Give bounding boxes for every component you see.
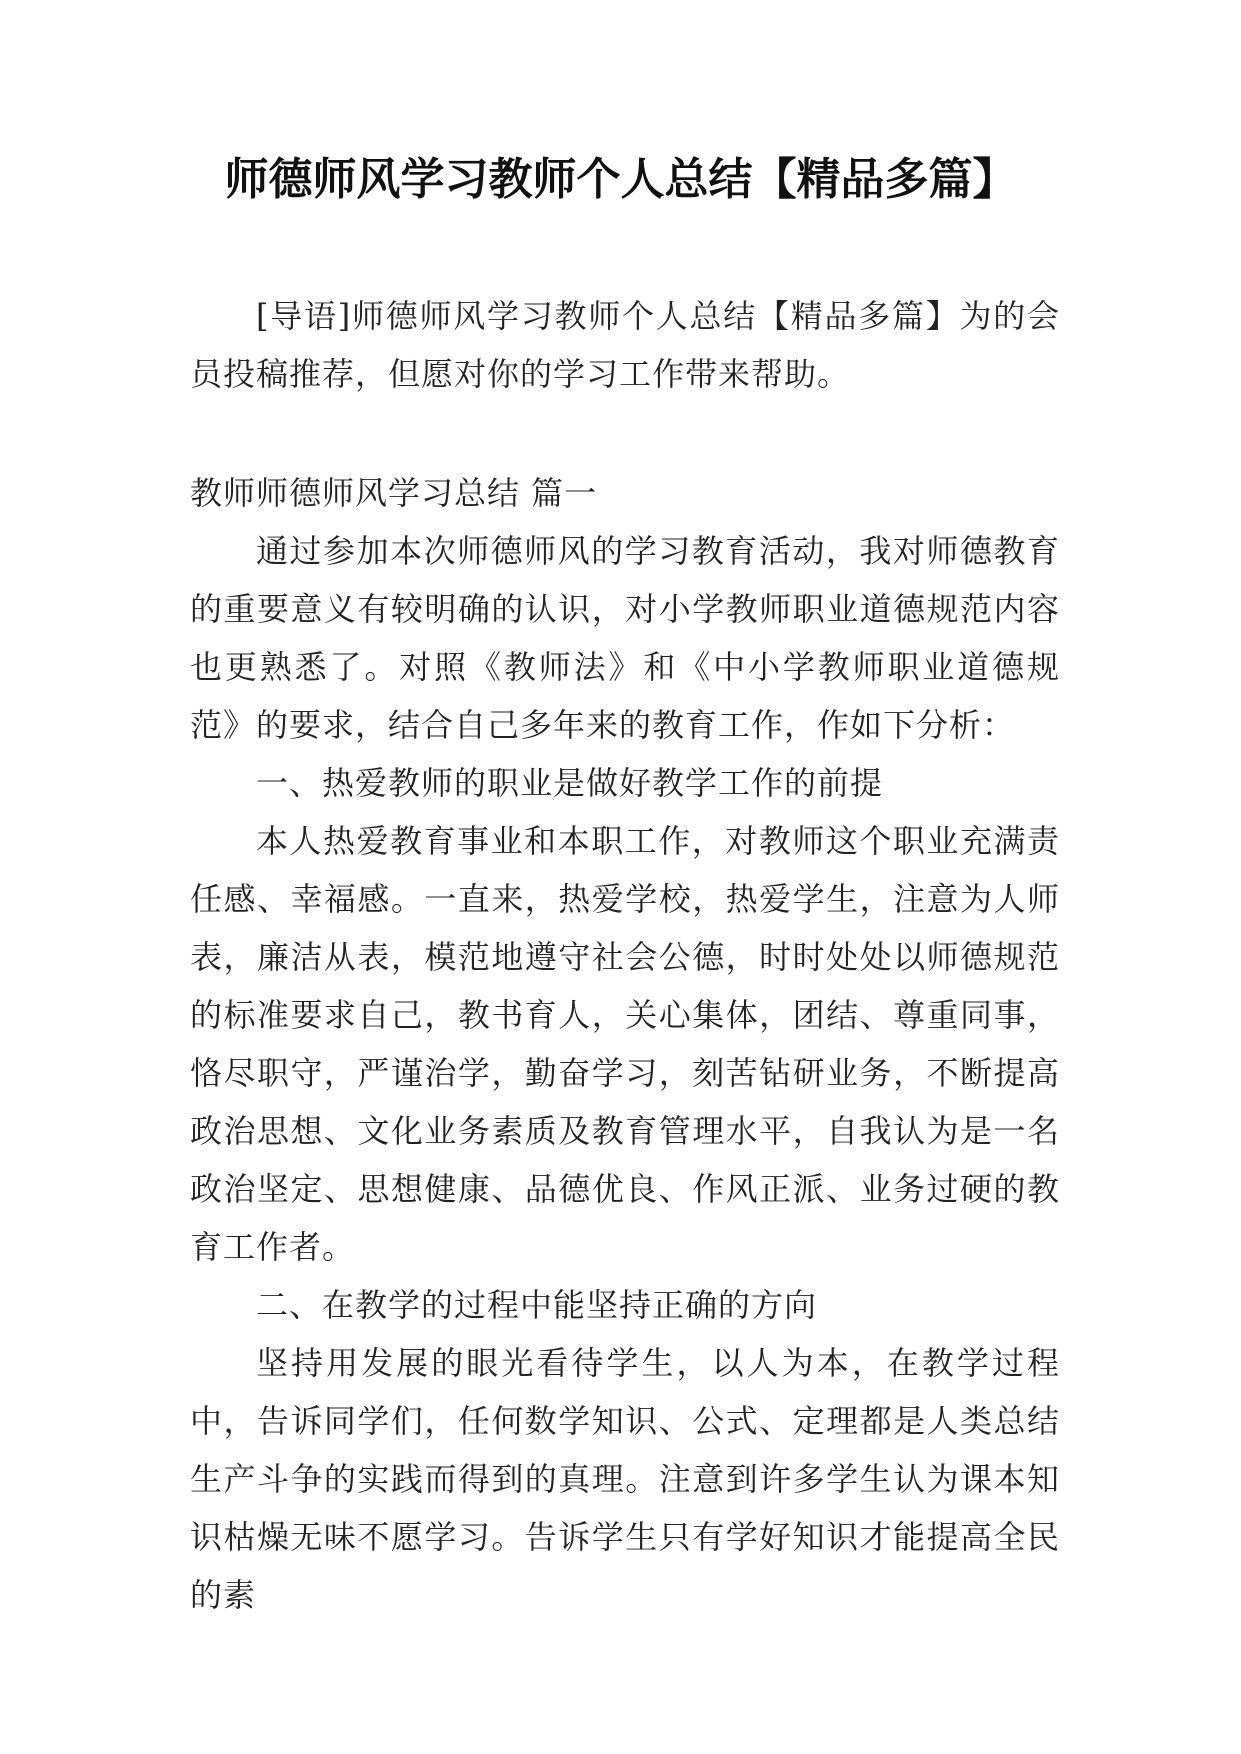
document-title: 师德师风学习教师个人总结【精品多篇】	[224, 154, 1017, 205]
subheading-1: 一、热爱教师的职业是做好教学工作的前提	[256, 764, 884, 802]
subheading-2: 二、在教学的过程中能坚持正确的方向	[256, 1286, 818, 1324]
body-paragraph: 本人热爱教育事业和本职工作，对教师这个职业充满责任感、幸福感。一直来，热爱学校，热爱学生，注意为人师表，廉洁从表，模范地遵守社会公德，时时处处以师德规范的标准要求自己，教书育人，关心集体，团结、尊重同事，恪尽职守，严谨治学，勤奋学习，刻苦钻研业务，不断提高政治思想、文化业务素质及教育管理水平，自我认为是一名政治坚定、思想健康、品德优良、作风正派、业务过硬的教育工作者。	[190, 822, 1060, 1266]
section-heading: 教师师德师风学习总结 篇一	[190, 474, 598, 512]
body-paragraph: 通过参加本次师德师风的学习教育活动，我对师德教育的重要意义有较明确的认识，对小学教师职业道德规范内容也更熟悉了。对照《教师法》和《中小学教师职业道德规范》的要求，结合自己多年来的教育工作，作如下分析：	[190, 532, 1060, 744]
body-paragraph: 坚持用发展的眼光看待学生，以人为本，在教学过程中，告诉同学们，任何数学知识、公式、定理都是人类总结生产斗争的实践而得到的真理。注意到许多学生认为课本知识枯燥无味不愿学习。告诉学生只有学好知识才能提高全民的素	[190, 1344, 1060, 1614]
document-body	[190, 464, 1060, 1624]
intro-paragraph: [导语]师德师风学习教师个人总结【精品多篇】为的会员投稿推荐，但愿对你的学习工作带来帮助。	[190, 297, 1060, 393]
intro-block	[190, 287, 1060, 403]
